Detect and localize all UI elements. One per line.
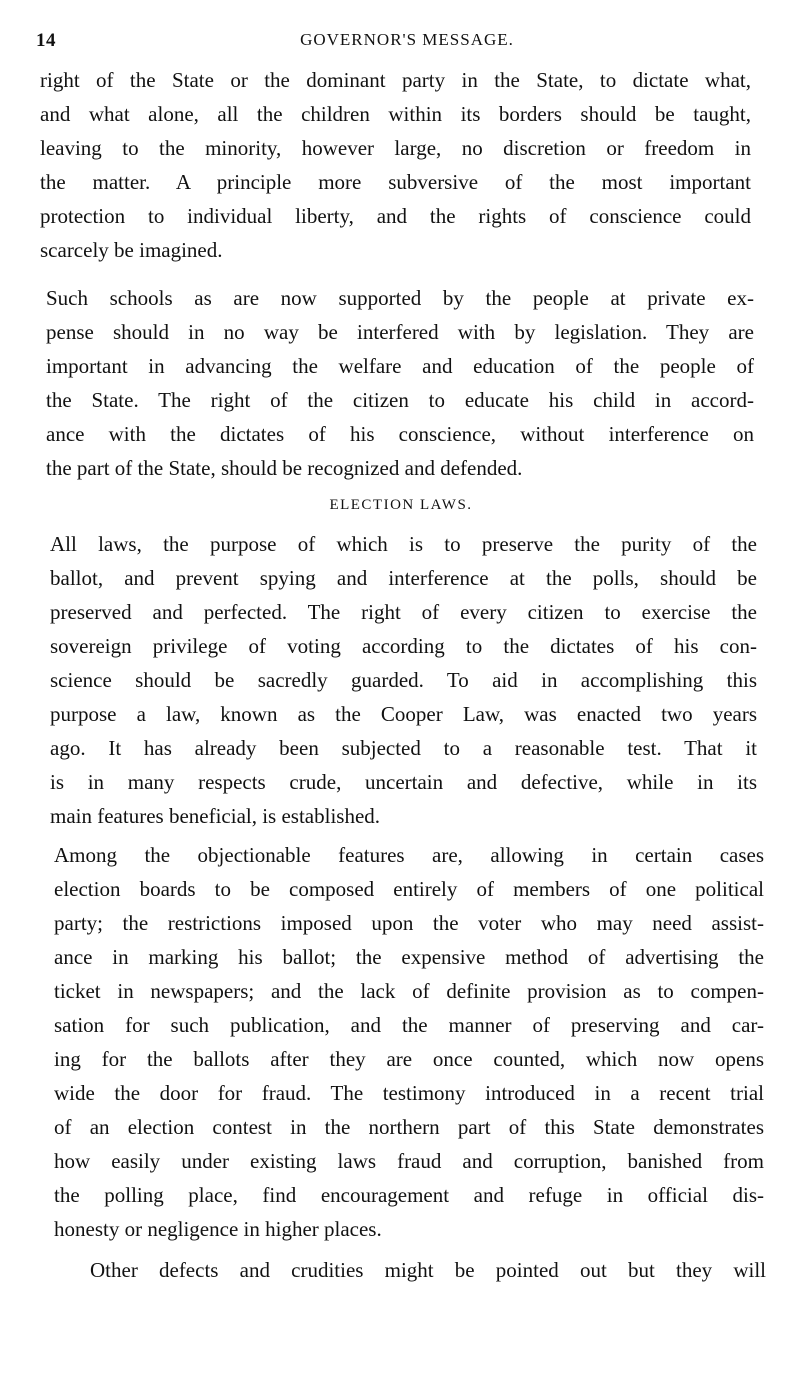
text-line: purpose a law, known as the Cooper Law, was enacted two years [50,702,757,726]
text-line: sovereign privilege of voting according to the dictates of his con- [50,634,757,658]
text-line: protection to individual liberty, and the rights of conscience could [40,204,751,228]
text-line: ance with the dictates of his conscience, without interference on [46,422,754,446]
text-line: All laws, the purpose of which is to preserve the purity of the [50,532,757,556]
text-line: the matter. A principle more subversive of the most important [40,170,751,194]
section-heading: ELECTION LAWS. [329,497,473,513]
text-line: leaving to the minority, however large, no discretion or freedom in [40,136,751,160]
text-line: ballot, and prevent spying and interference at the polls, should be [50,566,757,590]
page-number: 14 [36,30,56,51]
text-line: election boards to be composed entirely of members of one political [54,877,764,901]
text-line: party; the restrictions imposed upon the voter who may need assist- [54,911,764,935]
text-line: preserved and perfected. The right of every citizen to exercise the [50,600,757,624]
text-line: scarcely be imagined. [40,238,223,262]
text-line: sation for such publication, and the manner of preserving and car- [54,1013,764,1037]
text-line: the polling place, find encouragement and refuge in official dis- [54,1183,764,1207]
text-line: the part of the State, should be recognized and defended. [46,456,523,480]
text-line: ago. It has already been subjected to a reasonable test. That it [50,736,757,760]
text-line: important in advancing the welfare and education of the people of [46,354,754,378]
text-line: science should be sacredly guarded. To aid in accomplishing this [50,668,757,692]
paragraph [40,63,751,267]
text-line: the State. The right of the citizen to educate his child in accord- [46,388,754,412]
text-line: ing for the ballots after they are once counted, which now opens [54,1047,764,1071]
paragraph [50,527,757,833]
running-head [36,30,778,58]
text-line: Such schools as are now supported by the people at private ex- [46,286,754,310]
text-line: right of the State or the dominant party in the State, to dictate what, [40,68,751,92]
text-line: Among the objectionable features are, allowing in certain cases [54,843,764,867]
text-line: and what alone, all the children within its borders should be taught, [40,102,751,126]
text-line: wide the door for fraud. The testimony introduced in a recent trial [54,1081,764,1105]
text-line: is in many respects crude, uncertain and defective, while in its [50,770,757,794]
text-line: ance in marking his ballot; the expensive method of advertising the [54,945,764,969]
text-line: pense should in no way be interfered with by legislation. They are [46,320,754,344]
text-line: ticket in newspapers; and the lack of definite provision as to compen- [54,979,764,1003]
text-line: how easily under existing laws fraud and corruption, banished from [54,1149,764,1173]
text-line: honesty or negligence in higher places. [54,1217,382,1241]
paragraph [90,1253,766,1287]
text-line: of an election contest in the northern part of this State demonstrates [54,1115,764,1139]
running-title: GOVERNOR'S MESSAGE. [300,30,514,49]
paragraph [54,838,764,1246]
text-line: Other defects and crudities might be pointed out but they will [90,1258,766,1282]
paragraph [46,281,754,485]
text-line: main features beneficial, is established. [50,804,381,828]
